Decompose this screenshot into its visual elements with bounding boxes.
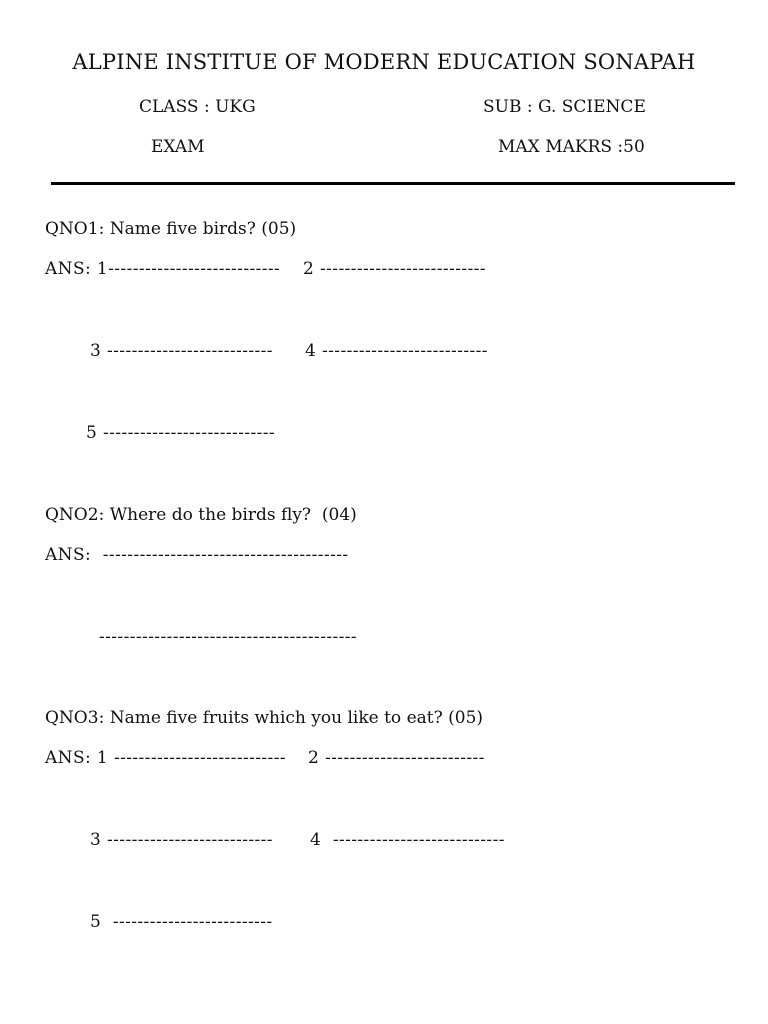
answer-line: ------------------------------------------: [99, 627, 358, 647]
question-prompt: QNO1: Name five birds? (05): [45, 219, 297, 239]
answer-line: ANS: 1 ----------------------------: [45, 748, 286, 768]
school-title: ALPINE INSTITUE OF MODERN EDUCATION SONAPAH: [72, 50, 696, 74]
question-prompt: QNO3: Name five fruits which you like to eat? (05): [45, 708, 484, 728]
exam-label: EXAM: [151, 137, 205, 157]
class-label: CLASS : UKG: [139, 97, 256, 117]
answer-line: 4 ---------------------------: [305, 341, 488, 361]
answer-line: 2 ---------------------------: [303, 259, 486, 279]
answer-line: 5 ----------------------------: [86, 423, 276, 443]
answer-line: 2 --------------------------: [308, 748, 485, 768]
question-prompt: QNO2: Where do the birds fly? (04): [45, 505, 357, 525]
header-divider: [51, 182, 735, 185]
answer-line: 4 ----------------------------: [310, 830, 505, 850]
max-marks-label: MAX MAKRS :50: [498, 137, 645, 157]
subject-label: SUB : G. SCIENCE: [483, 97, 646, 117]
answer-line: ANS: ----------------------------------------: [45, 545, 349, 565]
answer-line: 5 --------------------------: [90, 912, 273, 932]
answer-line: 3 ---------------------------: [90, 341, 273, 361]
answer-line: 3 ---------------------------: [90, 830, 273, 850]
answer-line: ANS: 1----------------------------: [45, 259, 281, 279]
